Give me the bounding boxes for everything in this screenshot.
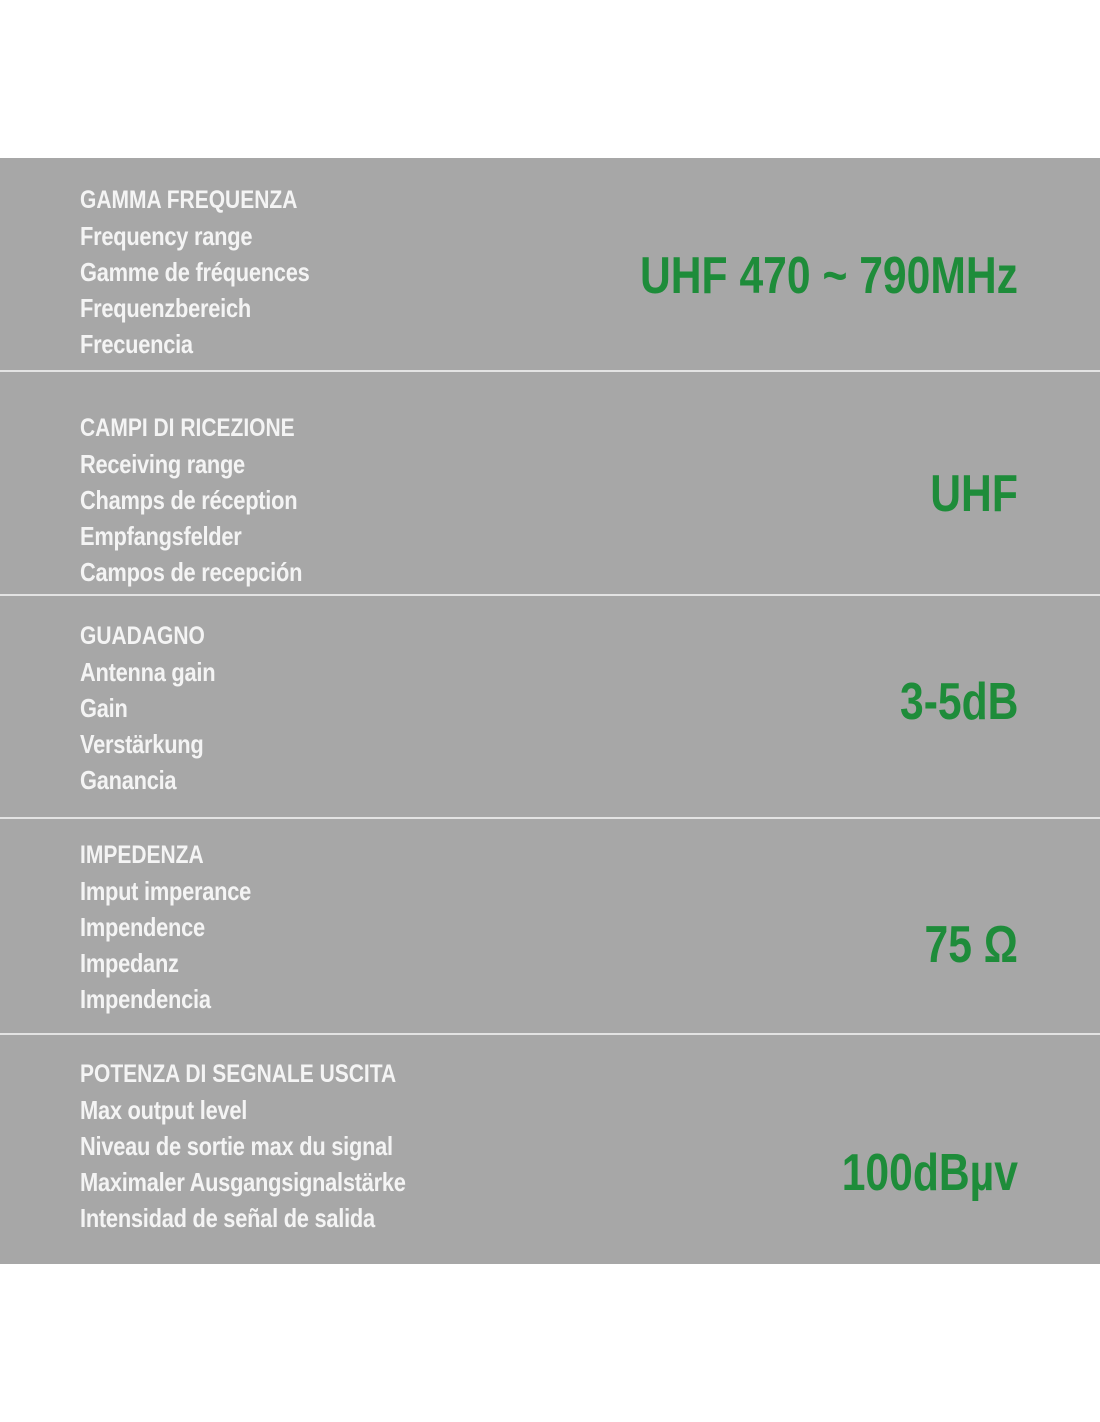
- label-german: Verstärkung: [80, 729, 204, 759]
- label-french: Champs de réception: [80, 485, 298, 515]
- spec-labels: [80, 410, 1018, 590]
- spec-row-impedance: [0, 819, 1100, 1035]
- spec-row-output-level: [0, 1035, 1100, 1264]
- spec-row-antenna-gain: [0, 596, 1100, 819]
- spec-value-receiving: UHF: [930, 465, 1018, 523]
- label-italian: CAMPI DI RICEZIONE: [80, 414, 295, 442]
- spec-row-receiving-range: [0, 372, 1100, 596]
- spec-value-frequency: UHF 470 ~ 790MHz: [640, 247, 1018, 305]
- spec-row-frequency-range: [0, 158, 1100, 372]
- label-italian: POTENZA DI SEGNALE USCITA: [80, 1060, 397, 1088]
- label-french: Impendence: [80, 912, 205, 942]
- spec-value-gain: 3-5dB: [899, 673, 1018, 731]
- label-italian: GAMMA FREQUENZA: [80, 186, 298, 214]
- spec-table: [0, 158, 1100, 1264]
- spec-labels: [80, 837, 1018, 1017]
- label-french: Gamme de fréquences: [80, 257, 310, 287]
- spec-labels: [80, 618, 1018, 798]
- label-italian: IMPEDENZA: [80, 841, 204, 869]
- spec-value-output-level: 100dBµv: [841, 1144, 1018, 1202]
- label-german: Impedanz: [80, 948, 179, 978]
- label-spanish: Impendencia: [80, 984, 211, 1014]
- label-german: Maximaler Ausgangsignalstärke: [80, 1167, 406, 1197]
- spec-value-impedance: 75 Ω: [924, 916, 1018, 974]
- label-german: Empfangsfelder: [80, 521, 242, 551]
- label-english: Receiving range: [80, 449, 245, 479]
- label-spanish: Ganancia: [80, 765, 177, 795]
- label-spanish: Campos de recepción: [80, 557, 303, 587]
- label-french: Gain: [80, 693, 128, 723]
- label-english: Antenna gain: [80, 657, 216, 687]
- label-spanish: Intensidad de señal de salida: [80, 1203, 375, 1233]
- label-english: Imput imperance: [80, 876, 251, 906]
- label-spanish: Frecuencia: [80, 329, 193, 359]
- label-english: Max output level: [80, 1095, 248, 1125]
- label-french: Niveau de sortie max du signal: [80, 1131, 393, 1161]
- label-italian: GUADAGNO: [80, 622, 205, 650]
- label-german: Frequenzbereich: [80, 293, 251, 323]
- label-english: Frequency range: [80, 221, 253, 251]
